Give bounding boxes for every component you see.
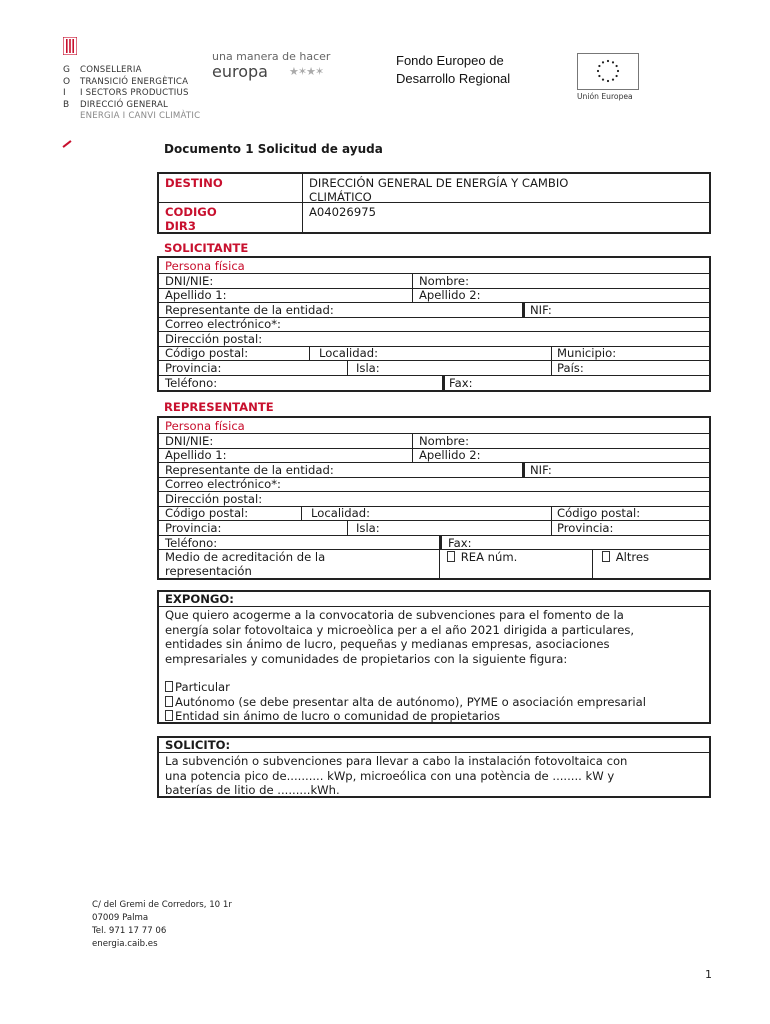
govern-logo <box>60 37 220 127</box>
expongo-text: entidades sin ánimo de lucro, pequeñas y medianas empresas, asociaciones <box>165 637 610 651</box>
solicito-text: baterías de litio de .........kWh. <box>165 783 340 797</box>
destino-value: DIRECCIÓN GENERAL DE ENERGÍA Y CAMBIO <box>309 176 569 190</box>
solicito-text: una potencia pico de.......... kWp, microeólica con una potència de ........ kW y <box>165 769 615 783</box>
telefono-field[interactable]: Teléfono: <box>165 376 218 390</box>
checkbox-icon[interactable] <box>602 551 610 562</box>
persona-fisica-label: Persona física <box>165 259 245 273</box>
rea-option[interactable] <box>447 550 517 564</box>
solicito-text: La subvención o subvenciones para llevar a cabo la instalación fotovoltaica con <box>165 754 628 768</box>
representante-box <box>157 416 711 580</box>
telefono-field[interactable]: Teléfono: <box>165 536 218 550</box>
gov-letters <box>63 65 75 111</box>
checkbox-icon[interactable] <box>165 681 173 692</box>
option-particular[interactable] <box>165 680 230 694</box>
destino-value: CLIMÁTICO <box>309 190 372 204</box>
option-label: Particular <box>175 680 230 694</box>
destino-label: DESTINO <box>165 176 223 190</box>
dept-line: I SECTORS PRODUCTIUS <box>80 88 189 98</box>
isla-field[interactable]: Isla: <box>356 361 380 375</box>
dept-line: ENERGIA I CANVI CLIMÀTIC <box>80 111 201 121</box>
fondo-europeo <box>396 52 510 88</box>
nif-field[interactable]: NIF: <box>530 463 552 477</box>
gov-letter: O <box>63 76 71 87</box>
option-autonomo[interactable] <box>165 695 646 709</box>
isla-field[interactable]: Isla: <box>356 521 380 535</box>
codigo-label: DIR3 <box>165 219 196 233</box>
correo-field[interactable]: Correo electrónico*: <box>165 317 281 331</box>
correo-field[interactable]: Correo electrónico*: <box>165 477 281 491</box>
expongo-text: energía solar fotovoltaica y microeòlica per a el año 2021 dirigida a particulares, <box>165 623 635 637</box>
gov-letter: I <box>63 88 66 98</box>
gov-department <box>80 65 200 123</box>
direccion-field[interactable]: Dirección postal: <box>165 492 263 506</box>
provincia-field[interactable]: Provincia: <box>165 521 222 535</box>
option-label: Entidad sin ánimo de lucro o comunidad de propietarios <box>175 709 500 723</box>
codigo-postal-field[interactable]: Código postal: <box>165 506 249 520</box>
representante-title: REPRESENTANTE <box>164 400 274 414</box>
crest-icon <box>63 37 77 55</box>
document-title: Documento 1 Solicitud de ayuda <box>164 142 383 156</box>
dept-line: CONSELLERIA <box>80 65 142 75</box>
stars-icon: ★✶★✶ <box>289 65 324 78</box>
solicitante-box <box>157 256 711 392</box>
pais-field[interactable]: País: <box>557 361 584 375</box>
gov-letter: B <box>63 99 70 110</box>
apellido1-field[interactable]: Apellido 1: <box>165 288 227 302</box>
solicito-title: SOLICITO: <box>165 738 231 752</box>
codigo-postal-field[interactable]: Código postal: <box>165 346 249 360</box>
nombre-field[interactable]: Nombre: <box>419 434 469 448</box>
feder-tagline: una manera de hacer <box>212 50 331 63</box>
localidad-field[interactable]: Localidad: <box>319 346 378 360</box>
dni-field[interactable]: DNI/NIE: <box>165 274 214 288</box>
altres-label: Altres <box>615 550 650 564</box>
footer-address <box>92 899 232 951</box>
expongo-title: EXPONGO: <box>165 592 234 606</box>
medio-acreditacion-label: representación <box>165 564 252 578</box>
fondo-line: Fondo Europeo de <box>396 53 504 68</box>
checkbox-icon[interactable] <box>165 710 173 721</box>
apellido2-field[interactable]: Apellido 2: <box>419 448 481 462</box>
apellido2-field[interactable]: Apellido 2: <box>419 288 481 302</box>
municipio-field[interactable]: Municipio: <box>557 346 617 360</box>
feder-logo <box>212 50 330 81</box>
footer-line: 07009 Palma <box>92 913 149 923</box>
altres-option[interactable] <box>602 550 649 564</box>
logo-slash <box>62 140 71 148</box>
provincia-field[interactable]: Provincia: <box>165 361 222 375</box>
codigo-postal-field[interactable]: Código postal: <box>557 506 641 520</box>
dept-line: DIRECCIÓ GENERAL <box>80 99 169 110</box>
solicitante-title: SOLICITANTE <box>164 241 249 255</box>
eu-label: Unión Europea <box>577 92 633 101</box>
medio-acreditacion-label: Medio de acreditación de la <box>165 550 326 564</box>
dni-field[interactable]: DNI/NIE: <box>165 434 214 448</box>
provincia-field[interactable]: Provincia: <box>557 521 614 535</box>
rea-label: REA núm. <box>460 550 518 564</box>
expongo-text: Que quiero acogerme a la convocatoria de subvenciones para el fomento de la <box>165 608 624 622</box>
feder-word: europa <box>212 62 268 81</box>
direccion-field[interactable]: Dirección postal: <box>165 332 263 346</box>
representante-entidad-field[interactable]: Representante de la entidad: <box>165 463 334 477</box>
codigo-value: A04026975 <box>309 205 376 219</box>
footer-line: energia.caib.es <box>92 939 158 949</box>
solicito-box <box>157 736 711 798</box>
option-label: Autónomo (se debe presentar alta de autónomo), PYME o asociación empresarial <box>175 695 646 709</box>
persona-fisica-label: Persona física <box>165 419 245 433</box>
dept-line: TRANSICIÓ ENERGÈTICA <box>80 76 189 87</box>
fax-field[interactable]: Fax: <box>449 376 473 390</box>
nombre-field[interactable]: Nombre: <box>419 274 469 288</box>
checkbox-icon[interactable] <box>165 696 173 707</box>
page-number: 1 <box>705 968 712 981</box>
destino-box <box>157 172 711 234</box>
option-entidad[interactable] <box>165 709 500 723</box>
eu-flag-icon <box>577 53 639 90</box>
expongo-box <box>157 590 711 724</box>
apellido1-field[interactable]: Apellido 1: <box>165 448 227 462</box>
codigo-label: CODIGO <box>165 205 217 219</box>
expongo-text: empresariales y comunidades de propietarios con la siguiente figura: <box>165 652 568 666</box>
localidad-field[interactable]: Localidad: <box>311 506 370 520</box>
fondo-line: Desarrollo Regional <box>396 71 511 86</box>
footer-line: Tel. 971 17 77 06 <box>92 926 167 936</box>
footer-line: C/ del Gremi de Corredors, 10 1r <box>92 900 232 910</box>
checkbox-icon[interactable] <box>447 551 455 562</box>
gov-letter: G <box>63 65 70 75</box>
fax-field[interactable]: Fax: <box>448 536 472 550</box>
nif-field[interactable]: NIF: <box>530 303 552 317</box>
representante-entidad-field[interactable]: Representante de la entidad: <box>165 303 334 317</box>
